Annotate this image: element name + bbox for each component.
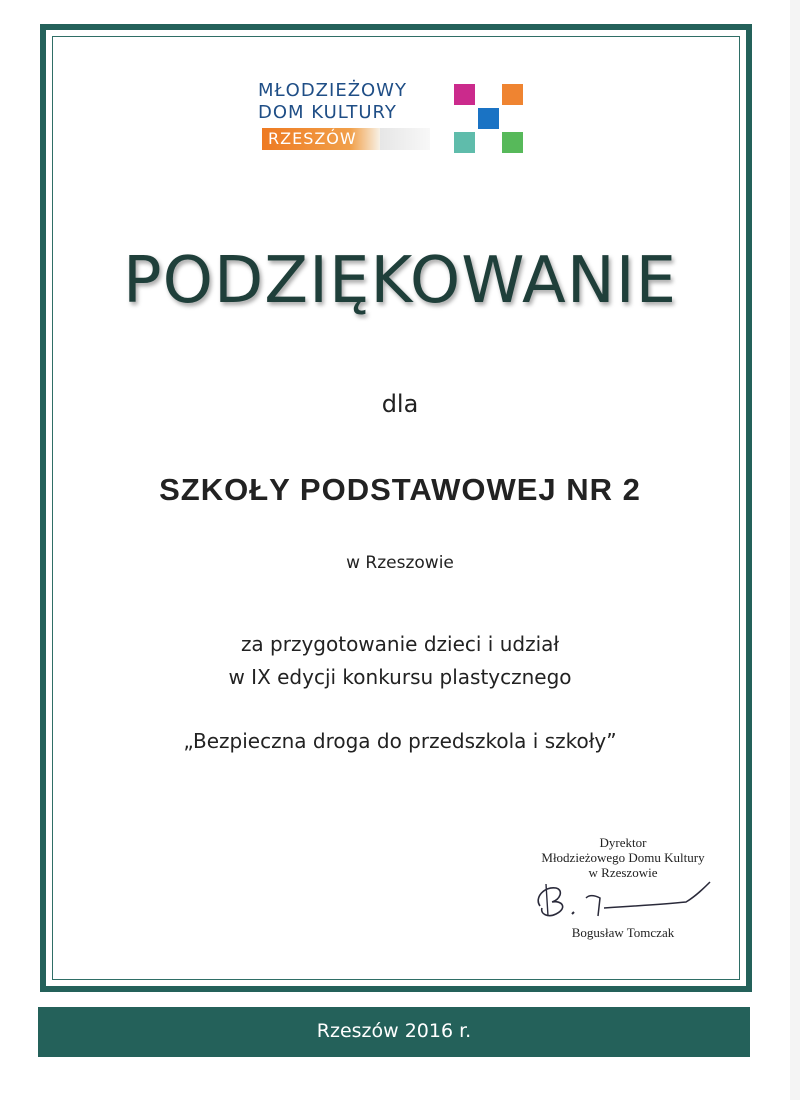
signatory-role — [508, 835, 738, 880]
footer-bar — [38, 1007, 750, 1057]
handwritten-signature — [526, 876, 716, 922]
signatory-role-line1: Dyrektor — [599, 835, 647, 850]
recipient-name: SZKOŁY PODSTAWOWEJ NR 2 — [159, 472, 641, 507]
footer-place-date: Rzeszów 2016 r. — [316, 1020, 472, 1042]
signatory-role-line2: Młodzieżowego Domu Kultury — [541, 850, 705, 865]
logo-square-magenta — [454, 84, 475, 105]
logo-square-blue — [478, 108, 499, 129]
signer-name: Bogusław Tomczak — [571, 925, 675, 940]
certificate-title: PODZIĘKOWANIE — [123, 244, 677, 318]
logo-badge-fade — [380, 128, 430, 150]
logo-square-green — [502, 132, 523, 153]
logo-square-teal — [454, 132, 475, 153]
reason-line-1: za przygotowanie dzieci i udział — [240, 632, 560, 656]
logo-text-line1: MŁODZIEŻOWY — [258, 80, 407, 101]
reason-line-2: w IX edycji konkursu plastycznego — [228, 665, 572, 689]
logo-text-line2: DOM KULTURY — [258, 102, 397, 123]
logo-city-badge: RZESZÓW — [262, 128, 380, 150]
signatory-role-line3: w Rzeszowie — [588, 865, 658, 880]
recipient-city: w Rzeszowie — [346, 553, 454, 573]
logo-square-orange — [502, 84, 523, 105]
for-label: dla — [381, 390, 419, 418]
mdk-logo — [258, 80, 528, 156]
contest-name: „Bezpieczna droga do przedszkola i szkoły” — [183, 729, 617, 753]
